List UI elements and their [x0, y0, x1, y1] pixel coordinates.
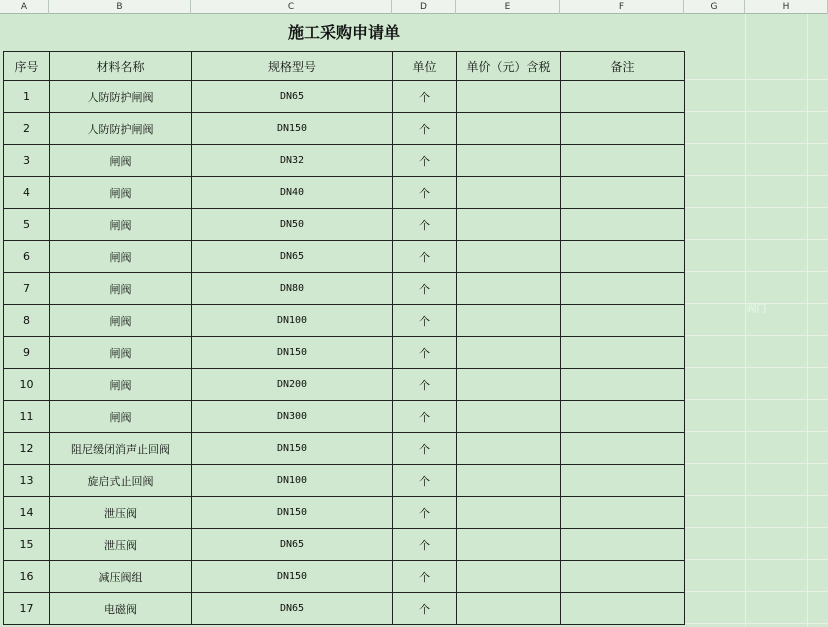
table-row: [4, 497, 685, 529]
header-index[interactable]: 序号: [4, 52, 50, 81]
cell-remarks[interactable]: [561, 273, 685, 305]
gridline: [685, 175, 828, 176]
cell-material-name[interactable]: 减压阀组: [50, 561, 192, 593]
cell-spec[interactable]: DN32: [192, 145, 393, 177]
cell-spec[interactable]: DN150: [192, 561, 393, 593]
gridline: [685, 623, 828, 624]
cell-index[interactable]: 1: [4, 81, 50, 113]
cell-spec[interactable]: DN300: [192, 401, 393, 433]
cell-material-name[interactable]: 阻尼缓闭消声止回阀: [50, 433, 192, 465]
cell-unit-price[interactable]: [457, 305, 561, 337]
cell-unit[interactable]: 个: [393, 241, 457, 273]
cell-remarks[interactable]: [561, 209, 685, 241]
cell-unit-price[interactable]: [457, 401, 561, 433]
cell-unit[interactable]: 个: [393, 273, 457, 305]
cell-spec[interactable]: DN150: [192, 113, 393, 145]
cell-unit[interactable]: 个: [393, 593, 457, 625]
gridline: [685, 271, 828, 272]
gridline: [685, 527, 828, 528]
cell-unit[interactable]: 个: [393, 209, 457, 241]
column-header-b[interactable]: B: [49, 0, 191, 14]
cell-spec[interactable]: DN100: [192, 465, 393, 497]
cell-spec[interactable]: DN65: [192, 241, 393, 273]
cell-spec[interactable]: DN65: [192, 81, 393, 113]
cell-unit-price[interactable]: [457, 337, 561, 369]
table-row: [4, 529, 685, 561]
table-row: [4, 369, 685, 401]
cell-index[interactable]: 9: [4, 337, 50, 369]
cell-unit[interactable]: 个: [393, 337, 457, 369]
cell-remarks[interactable]: [561, 305, 685, 337]
table-row: [4, 561, 685, 593]
cell-remarks[interactable]: [561, 561, 685, 593]
table-row: [4, 209, 685, 241]
gridline: [685, 111, 828, 112]
cell-material-name[interactable]: 闸阀: [50, 209, 192, 241]
gridline: [685, 431, 828, 432]
cell-remarks[interactable]: [561, 81, 685, 113]
gridline: [685, 591, 828, 592]
cell-remarks[interactable]: [561, 369, 685, 401]
cell-remarks[interactable]: [561, 241, 685, 273]
cell-spec[interactable]: DN150: [192, 337, 393, 369]
cell-unit[interactable]: 个: [393, 305, 457, 337]
cell-spec[interactable]: DN65: [192, 529, 393, 561]
cell-remarks[interactable]: [561, 593, 685, 625]
cell-remarks[interactable]: [561, 465, 685, 497]
cell-remarks[interactable]: [561, 177, 685, 209]
cell-unit[interactable]: 个: [393, 433, 457, 465]
gridline: [685, 335, 828, 336]
cell-material-name[interactable]: 闸阀: [50, 145, 192, 177]
table-row: [4, 273, 685, 305]
cell-index[interactable]: 8: [4, 305, 50, 337]
cell-remarks[interactable]: [561, 145, 685, 177]
cell-index[interactable]: 7: [4, 273, 50, 305]
cell-material-name[interactable]: 闸阀: [50, 241, 192, 273]
cell-index[interactable]: 14: [4, 497, 50, 529]
column-header-g[interactable]: G: [684, 0, 745, 14]
cell-material-name[interactable]: 人防防护闸阀: [50, 81, 192, 113]
gridline: [745, 14, 746, 627]
table-row: [4, 241, 685, 273]
cell-remarks[interactable]: [561, 433, 685, 465]
cell-remarks[interactable]: [561, 497, 685, 529]
cell-spec[interactable]: DN200: [192, 369, 393, 401]
table-row: [4, 305, 685, 337]
cell-unit-price[interactable]: [457, 529, 561, 561]
cell-index[interactable]: 16: [4, 561, 50, 593]
cell-material-name[interactable]: 泄压阀: [50, 497, 192, 529]
side-note-cell[interactable]: 阀门: [746, 304, 767, 315]
cell-material-name[interactable]: 闸阀: [50, 337, 192, 369]
cell-index[interactable]: 4: [4, 177, 50, 209]
column-header-e[interactable]: E: [456, 0, 560, 14]
cell-unit-price[interactable]: [457, 593, 561, 625]
header-unit-price[interactable]: 单价（元）含税: [457, 52, 561, 81]
cell-material-name[interactable]: 闸阀: [50, 273, 192, 305]
table-row: [4, 145, 685, 177]
table-row: [4, 593, 685, 625]
cell-index[interactable]: 10: [4, 369, 50, 401]
table-row: [4, 177, 685, 209]
gridline: [685, 239, 828, 240]
cell-unit-price[interactable]: [457, 145, 561, 177]
cell-index[interactable]: 2: [4, 113, 50, 145]
cell-unit[interactable]: 个: [393, 145, 457, 177]
cell-index[interactable]: 5: [4, 209, 50, 241]
gridline: [685, 367, 828, 368]
cell-spec[interactable]: DN40: [192, 177, 393, 209]
cell-material-name[interactable]: 泄压阀: [50, 529, 192, 561]
column-header-h[interactable]: H: [745, 0, 828, 14]
cell-spec[interactable]: DN65: [192, 593, 393, 625]
cell-material-name[interactable]: 人防防护闸阀: [50, 113, 192, 145]
table-row: [4, 81, 685, 113]
cell-remarks[interactable]: [561, 113, 685, 145]
cell-unit[interactable]: 个: [393, 497, 457, 529]
cell-unit-price[interactable]: [457, 209, 561, 241]
cell-unit[interactable]: 个: [393, 177, 457, 209]
header-spec-model[interactable]: 规格型号: [192, 52, 393, 81]
cell-unit-price[interactable]: [457, 433, 561, 465]
cell-unit-price[interactable]: [457, 113, 561, 145]
gridline: [807, 14, 808, 627]
table-row: [4, 113, 685, 145]
cell-index[interactable]: 15: [4, 529, 50, 561]
cell-index[interactable]: 11: [4, 401, 50, 433]
cell-material-name[interactable]: 旋启式止回阀: [50, 465, 192, 497]
header-unit[interactable]: 单位: [393, 52, 457, 81]
gridline: [685, 207, 828, 208]
column-header-f[interactable]: F: [560, 0, 684, 14]
cell-material-name[interactable]: 闸阀: [50, 401, 192, 433]
cell-spec[interactable]: DN150: [192, 497, 393, 529]
gridline: [685, 559, 828, 560]
cell-unit[interactable]: 个: [393, 465, 457, 497]
cell-unit[interactable]: 个: [393, 561, 457, 593]
table-row: [4, 465, 685, 497]
table-row: [4, 401, 685, 433]
cell-material-name[interactable]: 闸阀: [50, 177, 192, 209]
cell-unit-price[interactable]: [457, 497, 561, 529]
cell-spec[interactable]: DN50: [192, 209, 393, 241]
gridline: [685, 143, 828, 144]
cell-remarks[interactable]: [561, 529, 685, 561]
cell-index[interactable]: 3: [4, 145, 50, 177]
cell-spec[interactable]: DN80: [192, 273, 393, 305]
table-row: [4, 337, 685, 369]
cell-index[interactable]: 17: [4, 593, 50, 625]
cell-remarks[interactable]: [561, 337, 685, 369]
cell-index[interactable]: 6: [4, 241, 50, 273]
column-header-a[interactable]: A: [0, 0, 49, 14]
cell-index[interactable]: 12: [4, 433, 50, 465]
cell-material-name[interactable]: 电磁阀: [50, 593, 192, 625]
cell-unit[interactable]: 个: [393, 529, 457, 561]
cell-material-name[interactable]: 闸阀: [50, 305, 192, 337]
cell-unit-price[interactable]: [457, 465, 561, 497]
purchase-request-table: [3, 51, 685, 625]
gridline: [685, 79, 828, 80]
cell-spec[interactable]: DN150: [192, 433, 393, 465]
cell-unit[interactable]: 个: [393, 369, 457, 401]
cell-unit-price[interactable]: [457, 369, 561, 401]
header-remarks[interactable]: 备注: [561, 52, 685, 81]
gridline: [685, 463, 828, 464]
sheet-title: 施工采购申请单: [287, 23, 400, 42]
cell-unit-price[interactable]: [457, 561, 561, 593]
cell-unit-price[interactable]: [457, 177, 561, 209]
header-material-name[interactable]: 材料名称: [50, 52, 192, 81]
cell-unit-price[interactable]: [457, 241, 561, 273]
cell-index[interactable]: 13: [4, 465, 50, 497]
gridline: [685, 495, 828, 496]
cell-unit[interactable]: 个: [393, 113, 457, 145]
column-header-d[interactable]: D: [392, 0, 456, 14]
cell-spec[interactable]: DN100: [192, 305, 393, 337]
cell-material-name[interactable]: 闸阀: [50, 369, 192, 401]
table-header-row: [4, 52, 685, 81]
cell-unit-price[interactable]: [457, 81, 561, 113]
cell-unit-price[interactable]: [457, 273, 561, 305]
table-row: [4, 433, 685, 465]
cell-remarks[interactable]: [561, 401, 685, 433]
column-header-c[interactable]: C: [191, 0, 392, 14]
cell-unit[interactable]: 个: [393, 81, 457, 113]
cell-unit[interactable]: 个: [393, 401, 457, 433]
gridline: [685, 399, 828, 400]
